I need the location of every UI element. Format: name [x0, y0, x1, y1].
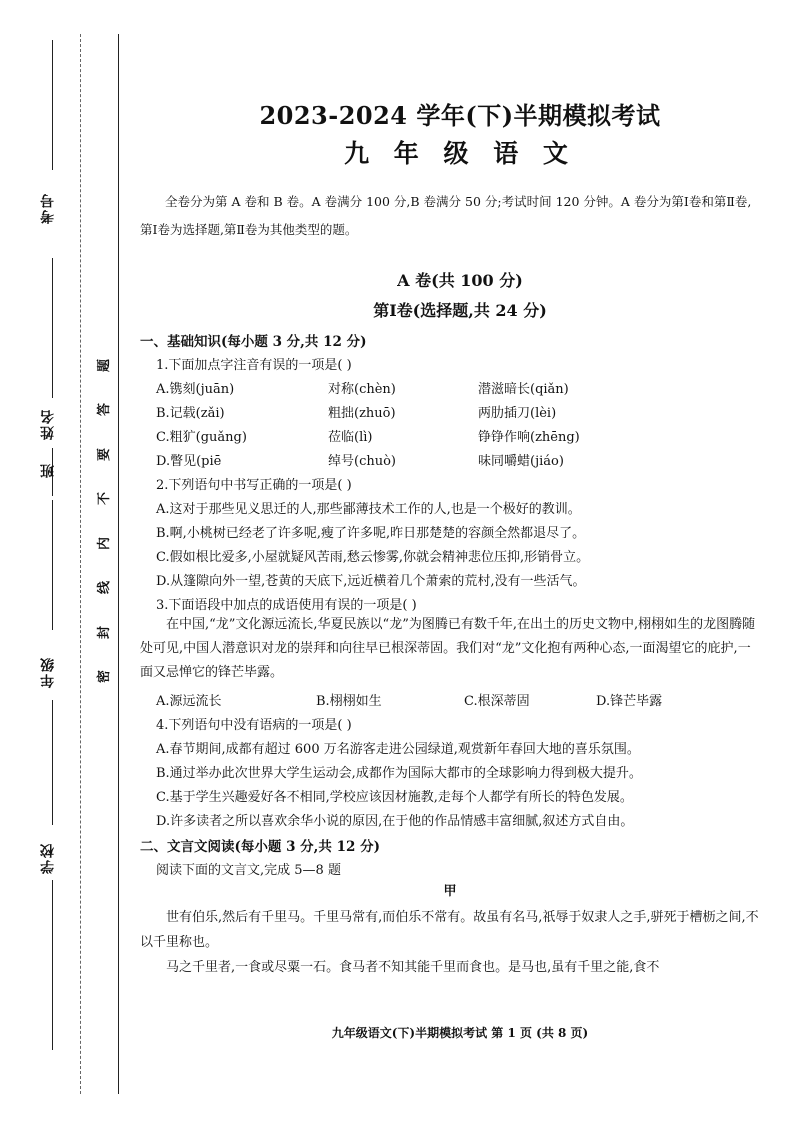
page-footer: 九年级语文(下)半期模拟考试 第 1 页 (共 8 页) — [331, 1026, 589, 1040]
q1-option: A.镌刻(juān) — [156, 382, 235, 397]
volume1-heading: 第Ⅰ卷(选择题,共 24 分) — [373, 301, 547, 320]
q1-option: 绰号(chuò) — [328, 454, 396, 469]
q2-option-b: B.啊,小桃树已经老了许多呢,瘦了许多呢,昨日那楚楚的容颜全然都退尽了。 — [156, 526, 586, 541]
seal-notice — [91, 356, 115, 686]
q3-passage: 在中国,“龙”文化源远流长,华夏民族以“龙”为图腾已有数千年,在出土的历史文物中,栩栩如生的龙图腾随处可见,中国人潜意识对龙的崇拜和向往早已根深蒂固。我们对“龙”文化抱有两种心态,一面渴望它的庇护,一面又忌惮它的锋芒毕露。 — [140, 617, 756, 680]
grade-line — [52, 500, 53, 630]
notice-char: 题 — [97, 358, 113, 373]
q1-option: 莅临(lì) — [328, 430, 373, 445]
q3-option-b: B.栩栩如生 — [316, 694, 382, 709]
q1-option: 味同嚼蜡(jiáo) — [478, 454, 564, 469]
subject-title: 九 年 级 语 文 — [344, 139, 576, 168]
notice-char: 密 — [97, 669, 113, 683]
school-line-lower — [52, 880, 53, 1050]
class-label: 班 — [40, 462, 56, 478]
q2-option-d: D.从篷隙向外一望,苍黄的天底下,远近横着几个萧索的荒村,没有一些活气。 — [156, 574, 586, 589]
q1-option: 两肋插刀(lèi) — [478, 406, 557, 421]
q4-option-a: A.春节期间,成都有超过 600 万名游客走进公园绿道,观赏新年春回大地的喜乐氛围。 — [156, 742, 640, 757]
q1-option: 潜滋暗长(qiǎn) — [478, 382, 569, 397]
section2-title: 二、文言文阅读(每小题 3 分,共 12 分) — [140, 839, 380, 855]
exam-intro: 全卷分为第 A 卷和 B 卷。A 卷满分 100 分,B 卷满分 50 分;考试时间 120 分钟。A 卷分为第Ⅰ卷和第Ⅱ卷,第Ⅰ卷为选择题,第Ⅱ卷为其他类型的题。 — [140, 194, 752, 237]
q2-option-c: C.假如根比爱多,小屋就疑风苦雨,愁云惨雾,你就会精神悲位压抑,形销骨立。 — [156, 550, 590, 565]
q3-option-c: C.根深蒂固 — [464, 694, 530, 709]
notice-char: 不 — [97, 492, 113, 506]
passage-label: 甲 — [443, 884, 457, 899]
q3-stem: 3.下面语段中加点的成语使用有误的一项是( ) — [156, 598, 417, 613]
school-label: 学校 — [40, 842, 56, 874]
q2-stem: 2.下列语句中书写正确的一项是( ) — [156, 478, 352, 493]
seal-line-left — [80, 34, 81, 1094]
name-line — [52, 258, 53, 398]
q4-option-d: D.许多读者之所以喜欢余华小说的原因,在于他的作品情感丰富细腻,叙述方式自由。 — [156, 814, 634, 829]
q3-option-d: D.锋芒毕露 — [596, 694, 663, 709]
notice-char: 要 — [97, 447, 113, 461]
q2-option-a: A.这对于那些见义思迁的人,那些鄙薄技术工作的人,也是一个极好的教训。 — [156, 502, 581, 517]
q1-option: D.瞥见(piē — [156, 454, 222, 469]
section2-instruction: 阅读下面的文言文,完成 5—8 题 — [156, 863, 341, 878]
exam-title: 2023-2024 学年(下)半期模拟考试 — [259, 101, 661, 130]
q4-stem: 4.下列语句中没有语病的一项是( ) — [156, 718, 352, 733]
part-a-heading: A 卷(共 100 分) — [397, 271, 523, 290]
passage-para-2: 马之千里者,一食或尽粟一石。食马者不知其能千里而食也。是马也,虽有千里之能,食不 — [166, 960, 660, 975]
q1-option: 粗拙(zhuō) — [328, 406, 396, 421]
q1-option: B.记载(zǎi) — [156, 406, 225, 421]
q1-option: 对称(chèn) — [328, 382, 396, 397]
q4-option-c: C.基于学生兴趣爱好各不相同,学校应该因材施教,走每个人都学有所长的特色发展。 — [156, 790, 633, 805]
section1-title: 一、基础知识(每小题 3 分,共 12 分) — [140, 334, 367, 350]
notice-char: 内 — [97, 536, 113, 550]
q1-option: 铮铮作响(zhēng) — [478, 430, 580, 445]
exam-no-line — [52, 40, 53, 170]
notice-char: 答 — [97, 403, 113, 417]
notice-char: 线 — [97, 581, 113, 595]
notice-char: 封 — [97, 625, 113, 639]
binding-margin — [0, 0, 125, 1124]
seal-line-right — [118, 34, 119, 1094]
q3-option-a: A.源远流长 — [156, 694, 222, 709]
grade-label: 年级 — [40, 656, 56, 688]
name-label: 姓名 — [40, 408, 56, 440]
q1-stem: 1.下面加点字注音有误的一项是( ) — [156, 358, 352, 373]
school-line — [52, 700, 53, 825]
exam-no-label: 考号 — [40, 192, 56, 224]
passage-para-1: 世有伯乐,然后有千里马。千里马常有,而伯乐不常有。故虽有名马,祇辱于奴隶人之手,骈死于槽枥之间,不以千里称也。 — [140, 910, 759, 950]
q1-option: C.粗犷(guǎng) — [156, 430, 247, 445]
q4-option-b: B.通过举办此次世界大学生运动会,成都作为国际大都市的全球影响力得到极大提升。 — [156, 766, 642, 781]
